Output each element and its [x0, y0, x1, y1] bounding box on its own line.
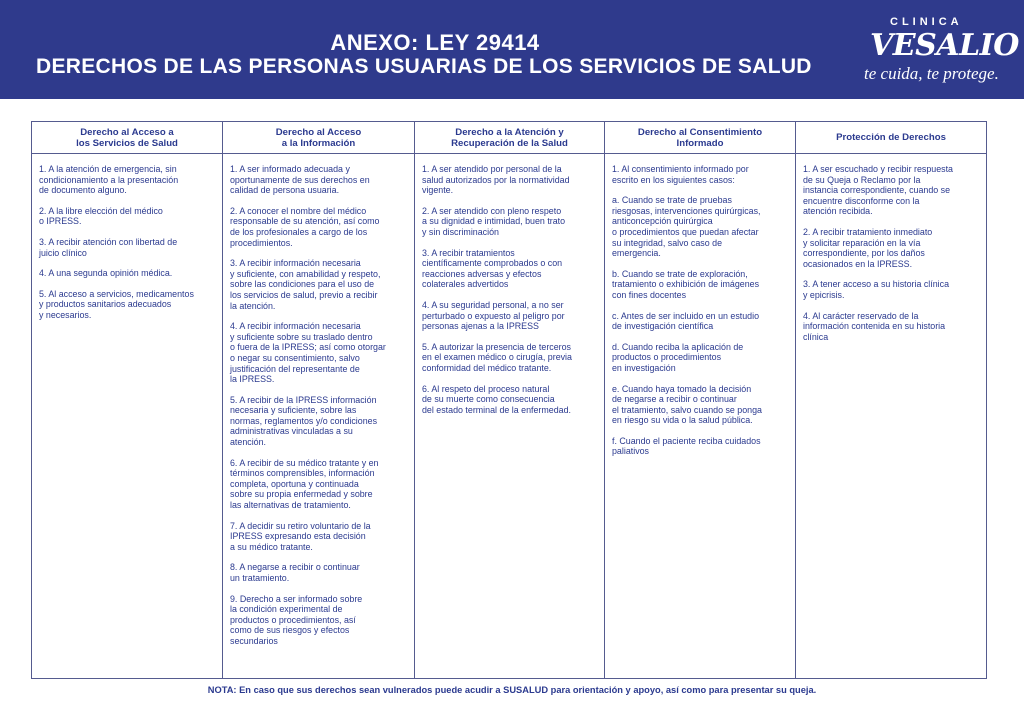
column-heading: Derecho al Acceso a la Información: [223, 122, 414, 154]
column-access-services: [32, 122, 223, 678]
list-item: 4. A una segunda opinión médica.: [39, 268, 173, 279]
column-heading: Derecho al Consentimiento Informado: [605, 122, 795, 154]
column-informed-consent: [605, 122, 796, 678]
column-body: [796, 154, 986, 352]
clinic-logo: [860, 16, 1019, 88]
column-heading: Derecho a la Atención y Recuperación de la Salud: [415, 122, 604, 154]
list-item: 3. A recibir atención con libertad de juicio clínico: [39, 236, 178, 258]
list-item: 1. Al consentimiento informado por escrito en los siguientes casos:: [612, 164, 749, 185]
logo-tagline: te cuida, te protege.: [864, 64, 999, 83]
header-banner: [0, 0, 1024, 99]
column-body: [415, 154, 604, 425]
list-item: e. Cuando haya tomado la decisión de negarse a recibir o continuar el tratamiento, salvo cuando se ponga en riesgo su vida o la salud pública.: [612, 383, 762, 426]
logo-clinica-text: CLINICA: [890, 16, 963, 28]
list-item: 5. A autorizar la presencia de terceros en el examen médico o cirugía, previa conformidad del médico tratante.: [422, 341, 572, 373]
rights-table: [31, 121, 987, 679]
column-rights-protection: [796, 122, 986, 678]
list-item: 1. A la atención de emergencia, sin condicionamiento a la presentación de documento alguno.: [39, 164, 179, 196]
list-item: 6. A recibir de su médico tratante y en términos comprensibles, información completa, oportuna y continuada sobre su propia enfermedad y sobre las alternativas de tratamiento.: [230, 457, 379, 511]
list-item: 3. A tener acceso a su historia clínica y epicrisis.: [803, 279, 950, 300]
list-item: 3. A recibir tratamientos científicamente comprobados o con reacciones adversas y efectos colaterales advertidos: [422, 247, 563, 290]
list-item: c. Antes de ser incluido en un estudio de investigación científica: [612, 310, 760, 332]
list-item: 1. A ser informado adecuada y oportunamente de sus derechos en calidad de persona usuaria.: [230, 164, 370, 196]
list-item: 9. Derecho a ser informado sobre la condición experimental de productos o procedimientos, así como de sus riesgos y efectos secundarios: [230, 593, 363, 646]
column-access-information: [223, 122, 415, 678]
list-item: 4. A recibir información necesaria y suficiente sobre su traslado dentro o fuera de la IPRESS; así como otorgar o negar su consentimiento, salvo justificación del representante de la IPRESS.: [230, 321, 386, 385]
title-law: ANEXO: LEY 29414: [330, 30, 540, 55]
logo-vesalio-text: VESALIO: [870, 28, 1019, 63]
column-heading: Protección de Derechos: [796, 122, 986, 154]
column-body: [223, 154, 414, 657]
list-item: d. Cuando reciba la aplicación de productos o procedimientos en investigación: [612, 341, 744, 373]
list-item: a. Cuando se trate de pruebas riesgosas, intervenciones quirúrgicas, anticoncepción quirúrgica o procedimientos que puedan afectar su integridad, salvo caso de emergencia.: [612, 195, 761, 259]
list-item: 1. A ser atendido por personal de la salud autorizados por la normatividad vigente.: [422, 164, 570, 196]
list-item: 3. A recibir información necesaria y suficiente, con amabilidad y respeto, sobre las condiciones para el uso de los servicios de salud, previo a recibir la atención.: [230, 258, 381, 311]
column-heading: Derecho al Acceso a los Servicios de Salud: [32, 122, 222, 154]
column-body: [605, 154, 795, 467]
list-item: b. Cuando se trate de exploración, tratamiento o exhibición de imágenes con fines docentes: [612, 268, 760, 300]
column-care-recovery: [415, 122, 605, 678]
list-item: 5. Al acceso a servicios, medicamentos y productos sanitarios adecuados y necesarios.: [39, 288, 194, 320]
list-item: 2. A ser atendido con pleno respeto a su dignidad e intimidad, buen trato y sin discriminación: [422, 205, 566, 237]
list-item: 2. A recibir tratamiento inmediato y solicitar reparación en la vía correspondiente, por los daños ocasionados en la IPRESS.: [803, 226, 933, 269]
list-item: 7. A decidir su retiro voluntario de la IPRESS expresando esta decisión a su médico tratante.: [230, 520, 371, 552]
list-item: 4. Al carácter reservado de la información contenida en su historia clínica: [803, 310, 946, 342]
list-item: 2. A conocer el nombre del médico responsable de su atención, así como de los profesionales a cargo de los procedimientos.: [230, 205, 380, 248]
list-item: f. Cuando el paciente reciba cuidados paliativos: [612, 435, 761, 457]
list-item: 1. A ser escuchado y recibir respuesta de su Queja o Reclamo por la instancia correspondiente, cuando se encuentre disconforme con la atención recibida.: [803, 164, 953, 217]
column-body: [32, 154, 222, 331]
list-item: 2. A la libre elección del médico o IPRESS.: [39, 205, 163, 227]
list-item: 4. A su seguridad personal, a no ser perturbado o expuesto al peligro por personas ajenas a la IPRESS: [422, 299, 565, 332]
footer-note: NOTA: En caso que sus derechos sean vulnerados puede acudir a SUSALUD para orientación y apoyo, así como para presentar su queja.: [207, 685, 817, 695]
list-item: 8. A negarse a recibir o continuar un tratamiento.: [230, 562, 360, 583]
title-rights: DERECHOS DE LAS PERSONAS USUARIAS DE LOS SERVICIOS DE SALUD: [36, 55, 812, 78]
list-item: 5. A recibir de la IPRESS información necesaria y suficiente, sobre las normas, reglamentos y/o condiciones administrativas vinculadas a su atención.: [230, 394, 378, 448]
list-item: 6. Al respeto del proceso natural de su muerte como consecuencia del estado terminal de la enfermedad.: [422, 383, 571, 415]
